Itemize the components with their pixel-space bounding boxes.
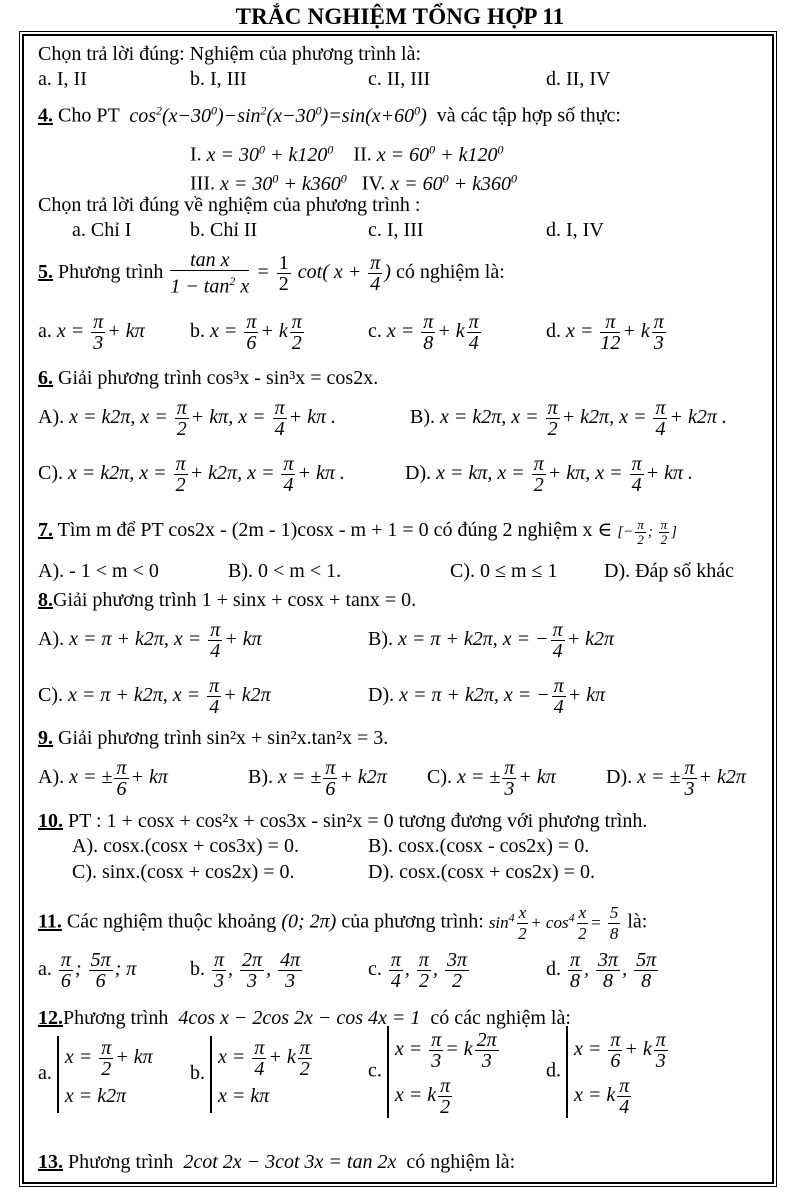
q12-lead: Phương trình	[63, 1007, 169, 1029]
q12-option-a[interactable]: a. x = $\frac{\pi}{2}$ + kπ x = k2π	[38, 1036, 153, 1113]
q6-option-c[interactable]: C). x = k2π, x = $\frac{\pi}{2}$ + k2π, x = $\frac{\pi}{4}$ + kπ .	[38, 453, 345, 496]
q5-lhs: $\frac{\text{tan x}}{1 - \tan^2 x}$	[170, 249, 250, 298]
q7-option-a[interactable]: A). - 1 < m < 0	[38, 560, 159, 582]
q5-rhs: cot( x + $\frac{\pi}{4}$ )	[297, 251, 391, 295]
q3-option-a[interactable]: a. I, II	[38, 68, 87, 90]
q13-number: 13.	[38, 1151, 63, 1173]
q12-equation: 4cos x − 2cos 2x − cos 4x = 1	[173, 1007, 426, 1029]
q10-number: 10.	[38, 810, 63, 832]
q4-set-iv: $x = 60^0 + k360^0$	[390, 171, 518, 195]
q6-text: Giải phương trình cos³x - sin³x = cos2x.	[58, 367, 379, 389]
q8-option-b[interactable]: B). x = π + k2π, x = − $\frac{\pi}{4}$ + k2π	[368, 619, 615, 662]
q9-text: Giải phương trình sin²x + sin²x.tan²x = 3.	[58, 727, 389, 749]
q9-number: 9.	[38, 727, 53, 749]
q5-option-a[interactable]: a. x = $\frac{\pi}{3}$ + kπ	[38, 311, 145, 354]
q9-option-a[interactable]: A). x = ± $\frac{\pi}{6}$ + kπ	[38, 757, 168, 800]
q4-tail: và các tập hợp số thực:	[436, 104, 621, 127]
q11-number: 11.	[38, 910, 62, 933]
q9-option-d[interactable]: D). x = ± $\frac{\pi}{3}$ + k2π	[606, 757, 746, 800]
q7-interval: [− $\frac{\pi}{2}$ ; $\frac{\pi}{2}$ ]	[617, 517, 677, 548]
q4-sets-row1	[190, 137, 504, 167]
q7-option-c[interactable]: C). 0 ≤ m ≤ 1	[450, 560, 558, 582]
q9-statement	[38, 726, 388, 750]
q10-text: PT : 1 + cosx + cos²x + cos3x - sin²x = 0 tương đương với phương trình.	[68, 810, 648, 832]
q3-option-d[interactable]: d. II, IV	[546, 68, 611, 90]
q3-option-c[interactable]: c. II, III	[368, 68, 431, 90]
q8-statement	[38, 588, 416, 612]
q12-tail: có các nghiệm là:	[430, 1007, 571, 1029]
q11-option-d[interactable]: d. $\frac{\pi}{8}$ , $\frac{3\pi}{8}$ , $\frac{5\pi}{8}$	[546, 949, 657, 992]
q13-statement	[38, 1150, 515, 1174]
q9-option-b[interactable]: B). x = ± $\frac{\pi}{6}$ + k2π	[248, 757, 387, 800]
q13-tail: có nghiệm là:	[406, 1151, 516, 1173]
q6-option-b[interactable]: B). x = k2π, x = $\frac{\pi}{2}$ + k2π, x = $\frac{\pi}{4}$ + k2π .	[410, 397, 727, 440]
q7-option-b[interactable]: B). 0 < m < 1.	[228, 560, 342, 582]
q10-option-d[interactable]: D). cosx.(cosx + cos2x) = 0.	[368, 861, 595, 883]
q6-statement	[38, 366, 378, 390]
q4-set-iii: $x = 30^0 + k360^0$	[219, 171, 347, 195]
q4-lead: Cho PT	[58, 104, 120, 127]
q4-set-ii: $x = 60^0 + k120^0$	[376, 142, 504, 166]
q7-number: 7.	[38, 519, 53, 541]
q5-statement: 5. Phương trình $\frac{\text{tan x}}{1 - \tan^2 x}$ = $\frac{1}{2}$ cot( x + $\frac{\pi}{4}$ ) có nghiệm là:	[38, 249, 505, 298]
q4-set-i: $x = 30^0 + k120^0$	[206, 142, 334, 166]
q8-option-c[interactable]: C). x = π + k2π, x = $\frac{\pi}{4}$ + k2π	[38, 675, 271, 718]
q5-number: 5.	[38, 261, 53, 283]
q4-number: 4.	[38, 104, 53, 127]
q10-statement	[38, 809, 647, 833]
q11-tail: là:	[627, 910, 648, 933]
q11-option-b[interactable]: b. $\frac{\pi}{3}$ , $\frac{2\pi}{3}$ , $\frac{4\pi}{3}$	[190, 949, 301, 992]
q4-equation: $\cos^2(x-30^0)-\sin^2(x-30^0)=\sin(x+60^0)$	[124, 103, 432, 127]
q6-option-d[interactable]: D). x = kπ, x = $\frac{\pi}{2}$ + kπ, x = $\frac{\pi}{4}$ + kπ .	[405, 453, 693, 496]
q8-option-a[interactable]: A). x = π + k2π, x = $\frac{\pi}{4}$ + kπ	[38, 619, 262, 662]
q5-option-b[interactable]: b. x = $\frac{\pi}{6}$ + k $\frac{\pi}{2}$	[190, 311, 302, 354]
q12-number: 12.	[38, 1007, 63, 1029]
q10-option-c[interactable]: C). sinx.(cosx + cos2x) = 0.	[72, 861, 295, 883]
q11-option-a[interactable]: a. $\frac{\pi}{6}$ ; $\frac{5\pi}{6}$ ; π	[38, 949, 137, 992]
q11-option-c[interactable]: c. $\frac{\pi}{4}$ , $\frac{\pi}{2}$ , $\frac{3\pi}{2}$	[368, 949, 467, 992]
page-title: TRẮC NGHIỆM TỔNG HỢP 11	[235, 4, 565, 29]
q12-option-c[interactable]: c. x = $\frac{\pi}{3}$ = k $\frac{2\pi}{3}$ x = k $\frac{\pi}{2}$	[368, 1026, 501, 1118]
q3-prompt: Chọn trả lời đúng: Nghiệm của phương trình là:	[38, 43, 422, 65]
q4-prompt: Chọn trả lời đúng về nghiệm của phương trình :	[38, 194, 421, 216]
q4-set-i-label: I.	[190, 143, 202, 166]
q7-text: Tìm m để PT cos2x - (2m - 1)cosx - m + 1 = 0 có đúng 2 nghiệm x ∈	[57, 519, 613, 541]
q5-option-d[interactable]: d. x = $\frac{\pi}{12}$ + k $\frac{\pi}{3}$	[546, 311, 664, 354]
q12-option-d[interactable]: d. x = $\frac{\pi}{6}$ + k $\frac{\pi}{3}$ x = k $\frac{\pi}{4}$	[546, 1026, 670, 1118]
q4-option-c[interactable]: c. I, III	[368, 219, 424, 241]
q13-equation: 2cot 2x − 3cot 3x = tan 2x	[178, 1151, 402, 1173]
q5-lead: Phương trình	[58, 261, 164, 283]
q11-statement	[38, 897, 647, 944]
q12-option-b[interactable]: b. x = $\frac{\pi}{4}$ + k $\frac{\pi}{2}$ x = kπ	[190, 1036, 314, 1113]
q10-option-a[interactable]: A). cosx.(cosx + cos3x) = 0.	[72, 835, 299, 857]
q4-statement	[38, 98, 621, 128]
q7-statement	[38, 518, 677, 547]
q11-interval: (0; 2π)	[281, 910, 337, 933]
q11-lead: Các nghiệm thuộc khoảng	[66, 910, 277, 933]
q7-option-d[interactable]: D). Đáp số khác	[604, 560, 734, 582]
q11-equation: $\sin^4$ $\frac{x}{2}$ + $\cos^4$ $\frac{x}{2}$ = $\frac{5}{8}$	[488, 903, 619, 944]
q5-option-c[interactable]: c. x = $\frac{\pi}{8}$ + k $\frac{\pi}{4}$	[368, 311, 479, 354]
q4-sets-row2	[190, 166, 517, 196]
q9-option-c[interactable]: C). x = ± $\frac{\pi}{3}$ + kπ	[427, 757, 556, 800]
q5-tail: có nghiệm là:	[395, 261, 505, 283]
q4-set-iii-label: III.	[190, 172, 215, 195]
q4-set-ii-label: II.	[353, 143, 372, 166]
q4-option-b[interactable]: b. Chỉ II	[190, 219, 258, 241]
q4-set-iv-label: IV.	[361, 172, 386, 195]
q6-number: 6.	[38, 367, 53, 389]
q13-lead: Phương trình	[68, 1151, 174, 1173]
q6-option-a[interactable]: A). x = k2π, x = $\frac{\pi}{2}$ + kπ, x = $\frac{\pi}{4}$ + kπ .	[38, 397, 336, 440]
q8-option-d[interactable]: D). x = π + k2π, x = − $\frac{\pi}{4}$ + kπ	[368, 675, 606, 718]
q8-number: 8.	[38, 589, 53, 611]
q4-option-d[interactable]: d. I, IV	[546, 219, 604, 241]
q4-option-a[interactable]: a. Chỉ I	[72, 219, 132, 241]
q8-text: Giải phương trình 1 + sinx + cosx + tanx = 0.	[53, 589, 417, 611]
q11-mid: của phương trình:	[341, 910, 484, 933]
q3-option-b[interactable]: b. I, III	[190, 68, 247, 90]
q10-option-b[interactable]: B). cosx.(cosx - cos2x) = 0.	[368, 835, 590, 857]
